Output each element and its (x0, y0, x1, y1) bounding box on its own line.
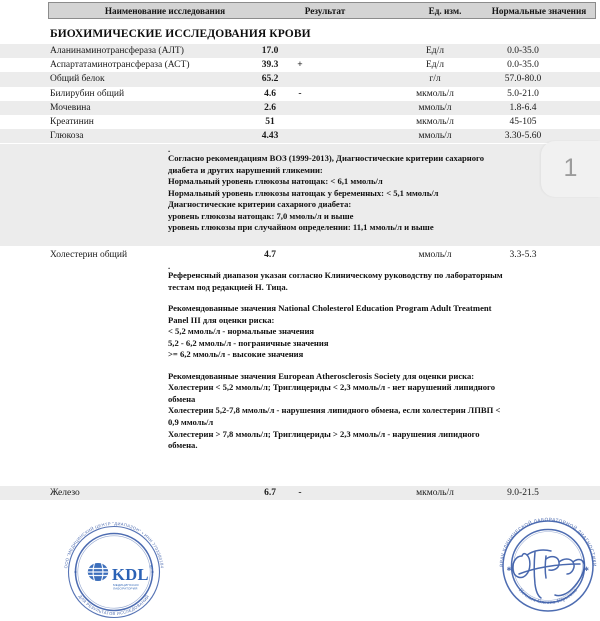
column-header-result: Результат (304, 6, 346, 16)
row-normal-range: 3.30-5.60 (504, 131, 542, 142)
cholesterol-comment-line-14: обмена. (168, 440, 198, 451)
results-table-body (0, 44, 600, 143)
column-header-name: Наименование исследования (104, 6, 226, 16)
kdl-registered-mark: ® (149, 564, 153, 570)
cholesterol-comment-block (0, 263, 600, 485)
cholesterol-comment-line-1: Референсный диапазон указан согласно Клиническому руководству по лабораторным (168, 270, 503, 280)
glucose-comment-line-1: Согласно рекомендациям ВОЗ (1999-2013), Диагностические критерии сахарного (168, 153, 485, 163)
glucose-comment-dot: . (168, 144, 171, 154)
lab-stamp-graphic (57, 520, 172, 620)
cholesterol-comment-line-9: Холестерин < 5,2 ммоль/л; Триглицериды < 2,3 ммоль/л - нет нарушений липидного (168, 382, 496, 393)
table-header-row (48, 2, 596, 19)
row-result: 6.7 (264, 488, 276, 498)
section-title-biochemistry: БИОХИМИЧЕСКИЕ ИССЛЕДОВАНИЯ КРОВИ (50, 28, 311, 40)
cholesterol-comment-line-7: >= 6,2 ммоль/л - высокие значения (168, 349, 304, 360)
doctor-stamp-graphic (494, 512, 600, 620)
page-number-badge[interactable] (541, 141, 600, 197)
row-normal-range: 45-105 (509, 116, 537, 127)
svg-text:✱: ✱ (506, 567, 512, 573)
table-row (0, 115, 600, 129)
doctor-stamp (494, 512, 600, 620)
row-result: 2.6 (264, 102, 276, 113)
glucose-comment-line-7: уровень глюкозы при случайном определении: 11,1 ммоль/л и выше (168, 222, 434, 233)
glucose-comment-line-3: Нормальный уровень глюкозы натощак: < 6,1 ммоль/л (168, 176, 383, 187)
table-row (0, 44, 600, 58)
row-unit: г/л (429, 74, 441, 85)
row-flag: - (298, 488, 302, 498)
cholesterol-comment-line-5: < 5,2 ммоль/л - нормальные значения (168, 326, 315, 337)
cholesterol-comment-line-3: Рекомендованные значения National Cholesterol Education Program Adult Treatment (168, 303, 492, 314)
glucose-comment-line-4: Нормальный уровень глюкозы натощак у беременных: < 5,1 ммоль/л (168, 187, 439, 198)
row-analyte-name: Холестерин общий (50, 250, 128, 260)
row-unit: Ед/л (425, 60, 445, 71)
svg-text:✱: ✱ (584, 567, 590, 573)
row-normal-range: 5.0-21.0 (507, 88, 539, 99)
cholesterol-comment-dot: . (168, 261, 171, 271)
row-analyte-name: Общий белок (50, 74, 105, 85)
row-normal-range: 1.8-6.4 (509, 102, 537, 113)
table-row-cholesterol (0, 248, 600, 262)
row-analyte-name: Аланинаминотрансфераза (АЛТ) (50, 46, 184, 56)
cholesterol-comment-line-2: тестам под редакцией Н. Тица. (168, 281, 288, 292)
table-row (0, 101, 600, 115)
row-flag: - (298, 88, 302, 99)
svg-text:ДЛЯ РЕЗУЛЬТАТОВ ИССЛЕДОВАНИЙ: ДЛЯ РЕЗУЛЬТАТОВ ИССЛЕДОВАНИЙ (77, 593, 151, 616)
lab-stamp-kdl (57, 520, 172, 620)
row-normal-range: 9.0-21.5 (507, 488, 539, 498)
svg-text:ЛАБОРАТОРИЯ: ЛАБОРАТОРИЯ (113, 586, 138, 591)
row-unit: ммоль/л (418, 250, 452, 260)
row-normal-range: 3.3-5.3 (509, 250, 537, 260)
row-result: 4.43 (261, 131, 279, 142)
row-result: 17.0 (261, 46, 279, 56)
row-unit: ммоль/л (418, 102, 452, 113)
cholesterol-comment-line-10: обмена (168, 393, 196, 404)
row-analyte-name: Билирубин общий (50, 88, 125, 99)
cholesterol-comment-line-4: Panel III для оценки риска: (168, 314, 275, 325)
kdl-globe-icon (88, 563, 108, 581)
row-result: 51 (265, 116, 275, 127)
svg-text:ВРАЧ КЛИНИЧЕСКОЙ ЛАБОРАТОРНОЙ: ВРАЧ КЛИНИЧЕСКОЙ ЛАБОРАТОРНОЙ ДИАГНОСТИКИ (498, 516, 598, 567)
row-unit: мкмоль/л (416, 116, 454, 127)
cholesterol-comment-spacer-1 (168, 293, 592, 303)
cholesterol-comment-line-13: Холестерин > 7,8 ммоль/л; Триглицериды > 2,3 ммоль/л - нарушения липидного (168, 428, 480, 439)
glucose-comment-line-6: уровень глюкозы натощак: 7,0 ммоль/л и выше (168, 210, 354, 221)
row-analyte-name: Аспартатаминотрансфераза (АСТ) (50, 60, 190, 71)
row-result: 4.7 (264, 250, 276, 260)
glucose-comment-block (0, 144, 600, 246)
row-result: 39.3 (261, 60, 279, 71)
row-unit: ммоль/л (418, 131, 452, 142)
cholesterol-comment-line-8: Рекомендованные значения European Atherosclerosis Society для оценки риска: (168, 370, 475, 381)
row-normal-range: 0.0-35.0 (507, 60, 539, 71)
cholesterol-comment-spacer-2 (168, 361, 592, 371)
column-header-unit: Ед. изм. (428, 6, 462, 16)
row-unit: Ед/л (425, 46, 445, 56)
cholesterol-comment-line-12: 0,9 ммоль/л (168, 417, 214, 428)
row-normal-range: 57.0-80.0 (504, 74, 542, 85)
table-row (0, 72, 600, 86)
row-result: 4.6 (264, 88, 276, 99)
table-row (0, 87, 600, 101)
glucose-comment-line-2: диабета и других нарушений гликемии: (168, 164, 323, 175)
cholesterol-comment-line-11: Холестерин 5,2-7,8 ммоль/л - нарушения липидного обмена, если холестерин ЛПВП < (168, 405, 501, 416)
table-row-iron (0, 486, 600, 500)
row-analyte-name: Железо (50, 488, 80, 498)
kdl-wordmark: KDL (112, 565, 149, 584)
row-analyte-name: Креатинин (50, 116, 94, 127)
row-normal-range: 0.0-35.0 (507, 46, 539, 56)
row-analyte-name: Глюкоза (50, 131, 84, 142)
column-header-norm: Нормальные значения (491, 6, 587, 16)
glucose-comment-line-5: Диагностические критерии сахарного диабета: (168, 199, 352, 210)
svg-text:МЕДИЦИНСКАЯ: МЕДИЦИНСКАЯ (113, 583, 139, 587)
cholesterol-comment-line-6: 5,2 - 6,2 ммоль/л - пограничные значения (168, 337, 329, 348)
row-unit: мкмоль/л (416, 488, 454, 498)
svg-text:Печных Оксана Юрьевна: Печных Оксана Юрьевна (517, 587, 579, 607)
row-result: 65.2 (261, 74, 279, 85)
svg-text:ООО "МЕДИЦИНСКИЙ ЦЕНТР "ДИАПАЗ: ООО "МЕДИЦИНСКИЙ ЦЕНТР "ДИАПАЗОН" • ИНН 7703380184 (63, 520, 165, 569)
table-row (0, 58, 600, 72)
row-unit: мкмоль/л (416, 88, 454, 99)
row-analyte-name: Мочевина (50, 102, 91, 113)
row-flag: + (297, 60, 303, 71)
table-row (0, 129, 600, 143)
page-number-label: 1 (563, 154, 578, 182)
